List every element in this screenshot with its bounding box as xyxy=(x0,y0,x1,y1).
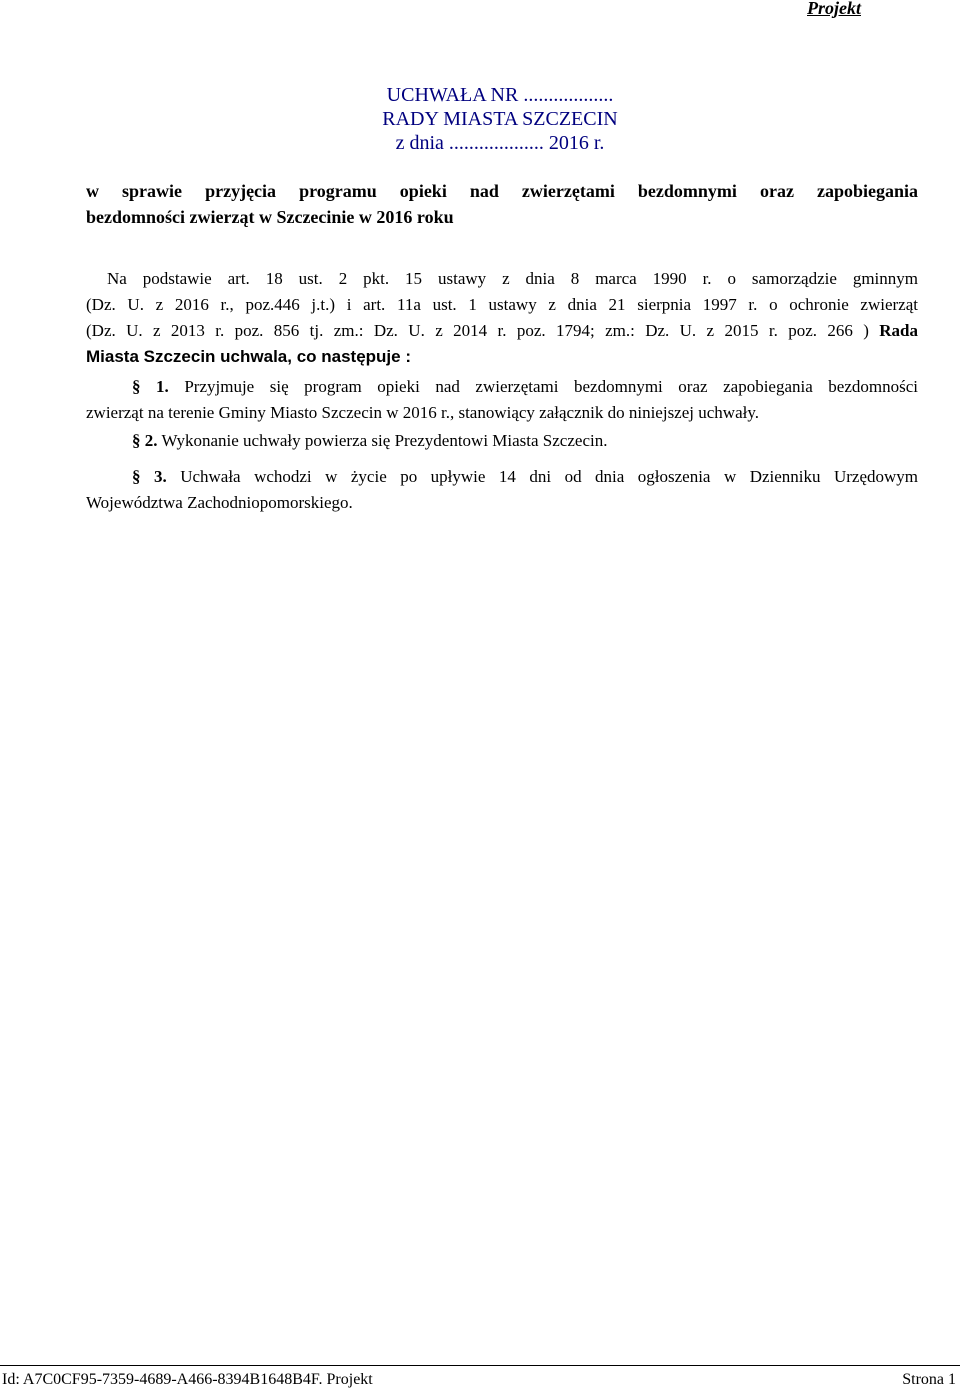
legal-basis-line-2: (Dz. U. z 2016 r., poz.446 j.t.) i art. 11a ust. 1 ustawy z dnia 21 sierpnia 1997 r. o ochronie zwierząt xyxy=(86,295,918,314)
legal-basis-line-3 xyxy=(86,318,918,344)
paragraph-3-line-2: Województwa Zachodniopomorskiego. xyxy=(86,493,353,512)
legal-basis-citation: (Dz. U. z 2013 r. poz. 856 tj. zm.: Dz. U. z 2014 r. poz. 1794; zm.: Dz. U. z 2015 r. poz. 266 ) xyxy=(86,321,869,340)
resolution-number: UCHWAŁA NR .................. xyxy=(386,84,614,106)
paragraph-3-line-1 xyxy=(86,464,918,490)
subject-line-1: w sprawie przyjęcia programu opieki nad zwierzętami bezdomnymi oraz zapobiegania xyxy=(86,181,918,201)
page-number: Strona 1 xyxy=(902,1371,956,1388)
paragraph-2-line-1 xyxy=(86,428,918,454)
paragraph-1-number: § 1. xyxy=(132,377,169,396)
paragraph-2-text-1: Wykonanie uchwały powierza się Prezydentowi Miasta Szczecin. xyxy=(161,431,608,450)
legal-basis xyxy=(86,266,918,370)
footer-divider xyxy=(0,1365,960,1366)
projekt-label: Projekt xyxy=(807,0,861,18)
legal-basis-line-1: Na podstawie art. 18 ust. 2 pkt. 15 ustawy z dnia 8 marca 1990 r. o samorządzie gminnym xyxy=(107,269,918,288)
resolution-date: z dnia ................... 2016 r. xyxy=(395,132,605,154)
paragraph-1-line-2: zwierząt na terenie Gminy Miasto Szczecin w 2016 r., stanowiący załącznik do niniejszej uchwały. xyxy=(86,403,759,422)
resolution-subject xyxy=(86,178,918,230)
paragraph-2 xyxy=(86,428,918,454)
resolution-title xyxy=(0,83,960,155)
paragraph-3-text-1: Uchwała wchodzi w życie po upływie 14 dni od dnia ogłoszenia w Dzienniku Urzędowym xyxy=(180,467,918,486)
paragraph-3-number: § 3. xyxy=(132,467,167,486)
paragraph-1 xyxy=(86,374,918,426)
document-id: Id: A7C0CF95-7359-4689-A466-8394B1648B4F. Projekt xyxy=(2,1371,373,1388)
paragraph-1-text-1: Przyjmuje się program opieki nad zwierzętami bezdomnymi oraz zapobiegania bezdomności xyxy=(184,377,919,396)
subject-line-2: bezdomności zwierząt w Szczecinie w 2016 roku xyxy=(86,207,454,227)
paragraph-3 xyxy=(86,464,918,516)
legal-basis-line-4: Miasta Szczecin uchwala, co następuje : xyxy=(86,347,411,366)
council-name: RADY MIASTA SZCZECIN xyxy=(382,108,618,130)
paragraph-1-line-1 xyxy=(86,374,918,400)
legal-basis-council: Rada xyxy=(879,321,918,340)
paragraph-2-number: § 2. xyxy=(132,431,158,450)
